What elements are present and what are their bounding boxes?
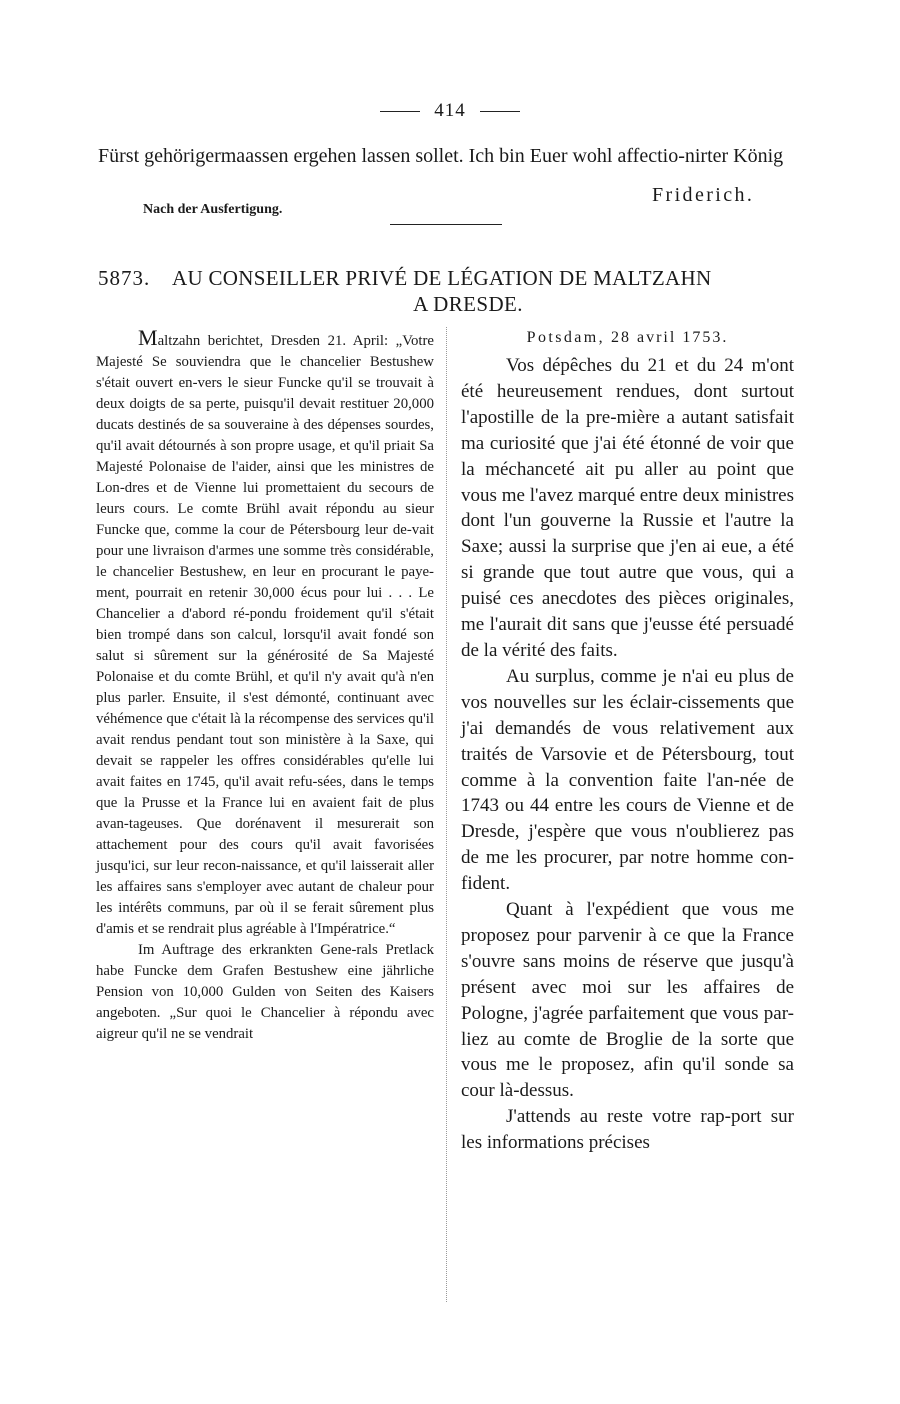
source-note: Nach der Ausfertigung. [143, 202, 283, 217]
dateline-date: 28 avril 1753. [611, 329, 729, 346]
page-number-rule-right [480, 111, 520, 112]
summary-dropcap: M [138, 325, 158, 350]
closing-text: Fürst gehörigermaassen ergehen lassen sollet. Ich bin Euer wohl affectio-nirter König [98, 145, 784, 167]
section-separator [390, 224, 502, 225]
letter-paragraph-1: Vos dépêches du 21 et du 24 m'ont été heureusement rendues, dont surtout l'apostille de la pre-mière a autant satisfait ma curiosité que j'ai été étonné de voir que la méchanceté ait pu aller au point que vous me l'avez marqué entre deux ministres dont l'un gouverne la Russie et l'autre la Saxe; aussi la surprise que j'en ai eue, a été si grande que tout autre que vous, qui a puisé ces anecdotes des pièces originales, me l'aurait dit sans que j'eusse été persuadé de la vérité des faits. [461, 355, 794, 661]
signature: Friderich. [652, 184, 755, 206]
letter-paragraph-4: J'attends au reste votre rap-port sur les informations précises [461, 1106, 794, 1154]
letter-paragraph-3: Quant à l'expédient que vous me proposez pour parvenir à ce que la France s'ouvre sans moins de réserve que jusqu'à présent avec moi sur les affaires de Pologne, j'agrée parfaitement que vous par-liez au comte de Broglie de la sorte que vous me le proposez, afin qu'il sonde sa cour là-dessus. [461, 899, 794, 1102]
right-column-letter [461, 327, 794, 1156]
left-column-summary [96, 327, 434, 1045]
summary-paragraph-1 [96, 327, 434, 940]
heading-line-1: AU CONSEILLER PRIVÉ DE LÉGATION DE MALTZAHN [172, 266, 712, 290]
page-number-text: 414 [434, 100, 466, 121]
column-divider [446, 327, 447, 1302]
heading-line-2: A DRESDE. [413, 292, 523, 316]
summary-paragraph-1-text: altzahn berichtet, Dresden 21. April: „Votre Majesté Se souviendra que le chancelier Bestushew s'était ouvert en-vers le sieur Funcke qu'il se trouvait à deux doigts de sa perte, puisqu'il devait restituer 20,000 ducats destinés de sa souveraine à des dépenses sourdes, qu'il avait détournés à son propre usage, et qu'il priait Sa Majesté Polonaise de l'aider, ainsi que les ministres de Lon-dres et de Vienne lui promettaient du secours de leurs cours. Le comte Brühl avait répondu au sieur Funcke que, comme la cour de Pétersbourg leur de-vait pour une livraison d'armes une somme très considérable, le chancelier Bestushew, en leur en procurant le paye-ment, pourrait en retenir 30,000 écus pour lui . . . Le Chancelier a d'abord ré-pondu froidement qu'il s'était bien trompé dans son calcul, lorsqu'il avait fondé son salut si sûrement sur la générosité de Sa Majesté Polonaise et du comte Brühl, et qu'il n'y avait qu'à n'en plus parler. Ensuite, il s'est démonté, continuant avec véhémence que c'était là la récompense des services qu'il avait rendus pendant tout son ministère à la Saxe, qui devait se rappeler les offres considérables qu'elle lui avait faites en 1745, qu'il avait refu-sées, dans le temps que la Prusse et la France lui en avaient fait de plus avan-tageuses. Que dorénavent il mesurerait son attachement pour des cours qu'il avait favorisées jusqu'ici, sur leur recon-naissance, et qu'il laisserait aller les affaires sans s'employer avec autant de chaleur pour les intérêts communs, par où il se ferait sûrement plus d'amis et se rendrait plus agréable à l'Impératrice.“ [96, 333, 434, 937]
summary-paragraph-2: Im Auftrage des erkrankten Gene-rals Pretlack habe Funcke dem Grafen Bestushew eine jährliche Pension von 10,000 Gulden von Seiten des Kaisers angeboten. „Sur quoi le Chancelier à répondu avec aigreur qu'il ne se vendrait [96, 942, 434, 1042]
dateline-place: Potsdam, [526, 329, 605, 346]
page-number-rule-left [380, 111, 420, 112]
dateline [461, 327, 794, 349]
letter-number: 5873. [98, 266, 151, 290]
page-number [0, 100, 900, 122]
letter-heading [98, 265, 798, 317]
letter-paragraph-2: Au surplus, comme je n'ai eu plus de vos nouvelles sur les éclair-cissements que j'ai demandés de vous relativement aux traités de Varsovie et de Pétersbourg, tout comme à la convention faite l'an-née de 1743 ou 44 entre les cours de Vienne et de Dresde, j'espère que vous n'oublierez pas de me les procurer, par notre homme con-fident. [461, 665, 794, 895]
